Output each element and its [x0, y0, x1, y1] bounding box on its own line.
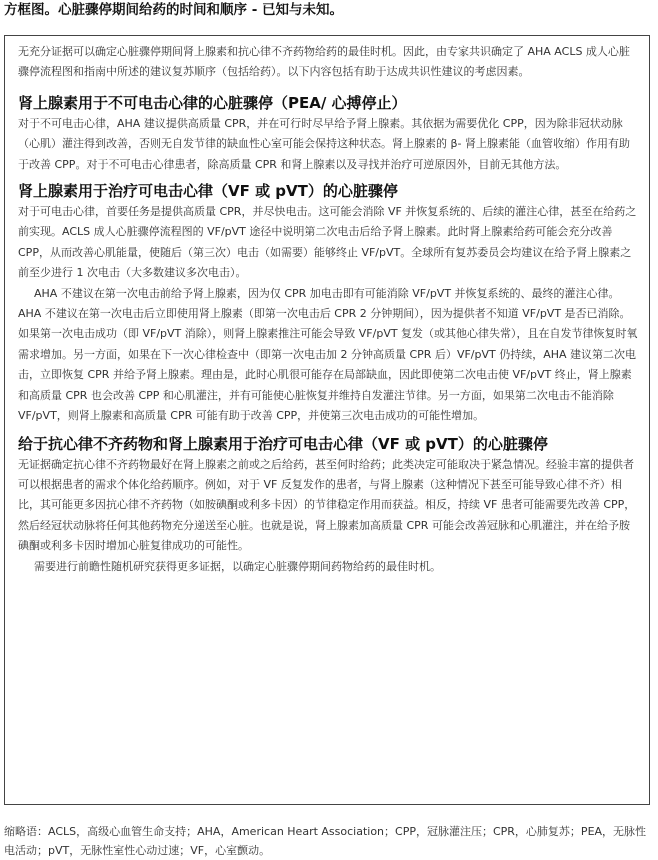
abbreviations-note: 缩略语：ACLS，高级心血管生命支持；AHA，American Heart Association；CPP，冠脉灌注压；CPR，心肺复苏；PEA，无脉性电活动；pVT，无脉性室性心动过速；VF，心室颤动。: [4, 825, 647, 857]
section-paragraph: 对于不可电击心律，AHA 建议提供高质量 CPR，并在可行时尽早给予肾上腺素。其依据为需要优化 CPP，因为除非冠状动脉（心肌）灌注得到改善，否则无自发节律的缺血性心室可能会保持这种状态。肾上腺素的 β- 肾上腺素能（血管收缩）作用有助于改善 CPP。对于不可电击心律患者，除高质量 CPR 和肾上腺素以及寻找并治疗可逆原因外，目前无其他方法。: [18, 116, 630, 171]
section-paragraph: 需要进行前瞻性随机研究获得更多证据，以确定心脏骤停期间药物给药的最佳时机。: [34, 559, 441, 573]
section-heading-antiarrhythmic: 给于抗心律不齐药物和肾上腺素用于治疗可电击心律（VF 或 pVT）的心脏骤停: [18, 434, 548, 453]
intro-paragraph: 无充分证据可以确定心脏骤停期间肾上腺素和抗心律不齐药物给药的最佳时机。因此，由专家共识确定了 AHA ACLS 成人心脏骤停流程图和指南中所述的建议复苏顺序（包括给药）。以下内容包括有助于达成共识性建议的考虑因素。: [18, 45, 630, 79]
section-heading-vf-pvt: 肾上腺素用于治疗可电击心律（VF 或 pVT）的心脏骤停: [18, 182, 398, 201]
figure-title: 方框图。心脏骤停期间给药的时间和顺序 - 已知与未知。: [4, 2, 344, 18]
content-box: [4, 35, 650, 805]
section-heading-pea: 肾上腺素用于不可电击心律的心脏骤停（PEA/ 心搏停止）: [18, 93, 407, 112]
section-paragraph: 对于可电击心律，首要任务是提供高质量 CPR，并尽快电击。这可能会消除 VF 并恢复系统的、后续的灌注心律，甚至在给药之前实现。ACLS 成人心脏骤停流程图的 VF/pVT 途径中说明第二次电击后给予肾上腺素。此时肾上腺素给药可能会充分改善 CPP，从而改善心肌能量，使随后（第三次）电击（如需要）能够终止 VF/pVT。全球所有复苏委员会均建议在给予肾上腺素之前至少进行 1 次电击（大多数建议多次电击）。: [18, 205, 637, 280]
content-body: [18, 42, 638, 577]
section-paragraph: AHA 不建议在第一次电击前给予肾上腺素，因为仅 CPR 加电击即有可能消除 VF/pVT 并恢复系统的、最终的灌注心律。AHA 不建议在第一次电击后立即使用肾上腺素（即第一次电击后 CPR 2 分钟期间），因为提供者不知道 VF/pVT 是否已消除。如果第一次电击成功（即 VF/pVT 消除），则肾上腺素推注可能会导致 VF/pVT 复发（或其他心律失常），且在自发节律恢复时氧需求增加。另一方面，如果在下一次心律检查中（即第一次电击加 2 分钟高质量 CPR 后）VF/pVT 仍持续，AHA 建议第二次电击，立即恢复 CPR 并给予肾上腺素。理由是，此时心肌很可能存在局部缺血，因此即使第二次电击使 VF/pVT 终止，肾上腺素和高质量 CPR 也会改善 CPP 和心肌灌注，并有可能使心脏恢复并维持自发灌注节律。另一方面，如果第二次电击不能消除 VF/pVT，则肾上腺素和高质量 CPR 可能有助于改善 CPP，并使第三次电击成功的可能性增加。: [18, 286, 638, 423]
section-paragraph: 无证据确定抗心律不齐药物最好在肾上腺素之前或之后给药，甚至何时给药；此类决定可能取决于紧急情况。经验丰富的提供者可以根据患者的需求个体化给药顺序。例如，对于 VF 反复发作的患者，与肾上腺素（这种情况下甚至可能导致心律不齐）相比，其可能更多因抗心律不齐药物（如胺碘酮或利多卡因）的节律稳定作用而获益。相反，持续 VF 患者可能需要先改善 CPP，然后经冠状动脉将任何其他药物充分递送至心脏。也就是说，肾上腺素加高质量 CPR 可能会改善冠脉和心肌灌注，并在给予胺碘酮或利多卡因时增加心脏复律成功的可能性。: [18, 457, 636, 553]
